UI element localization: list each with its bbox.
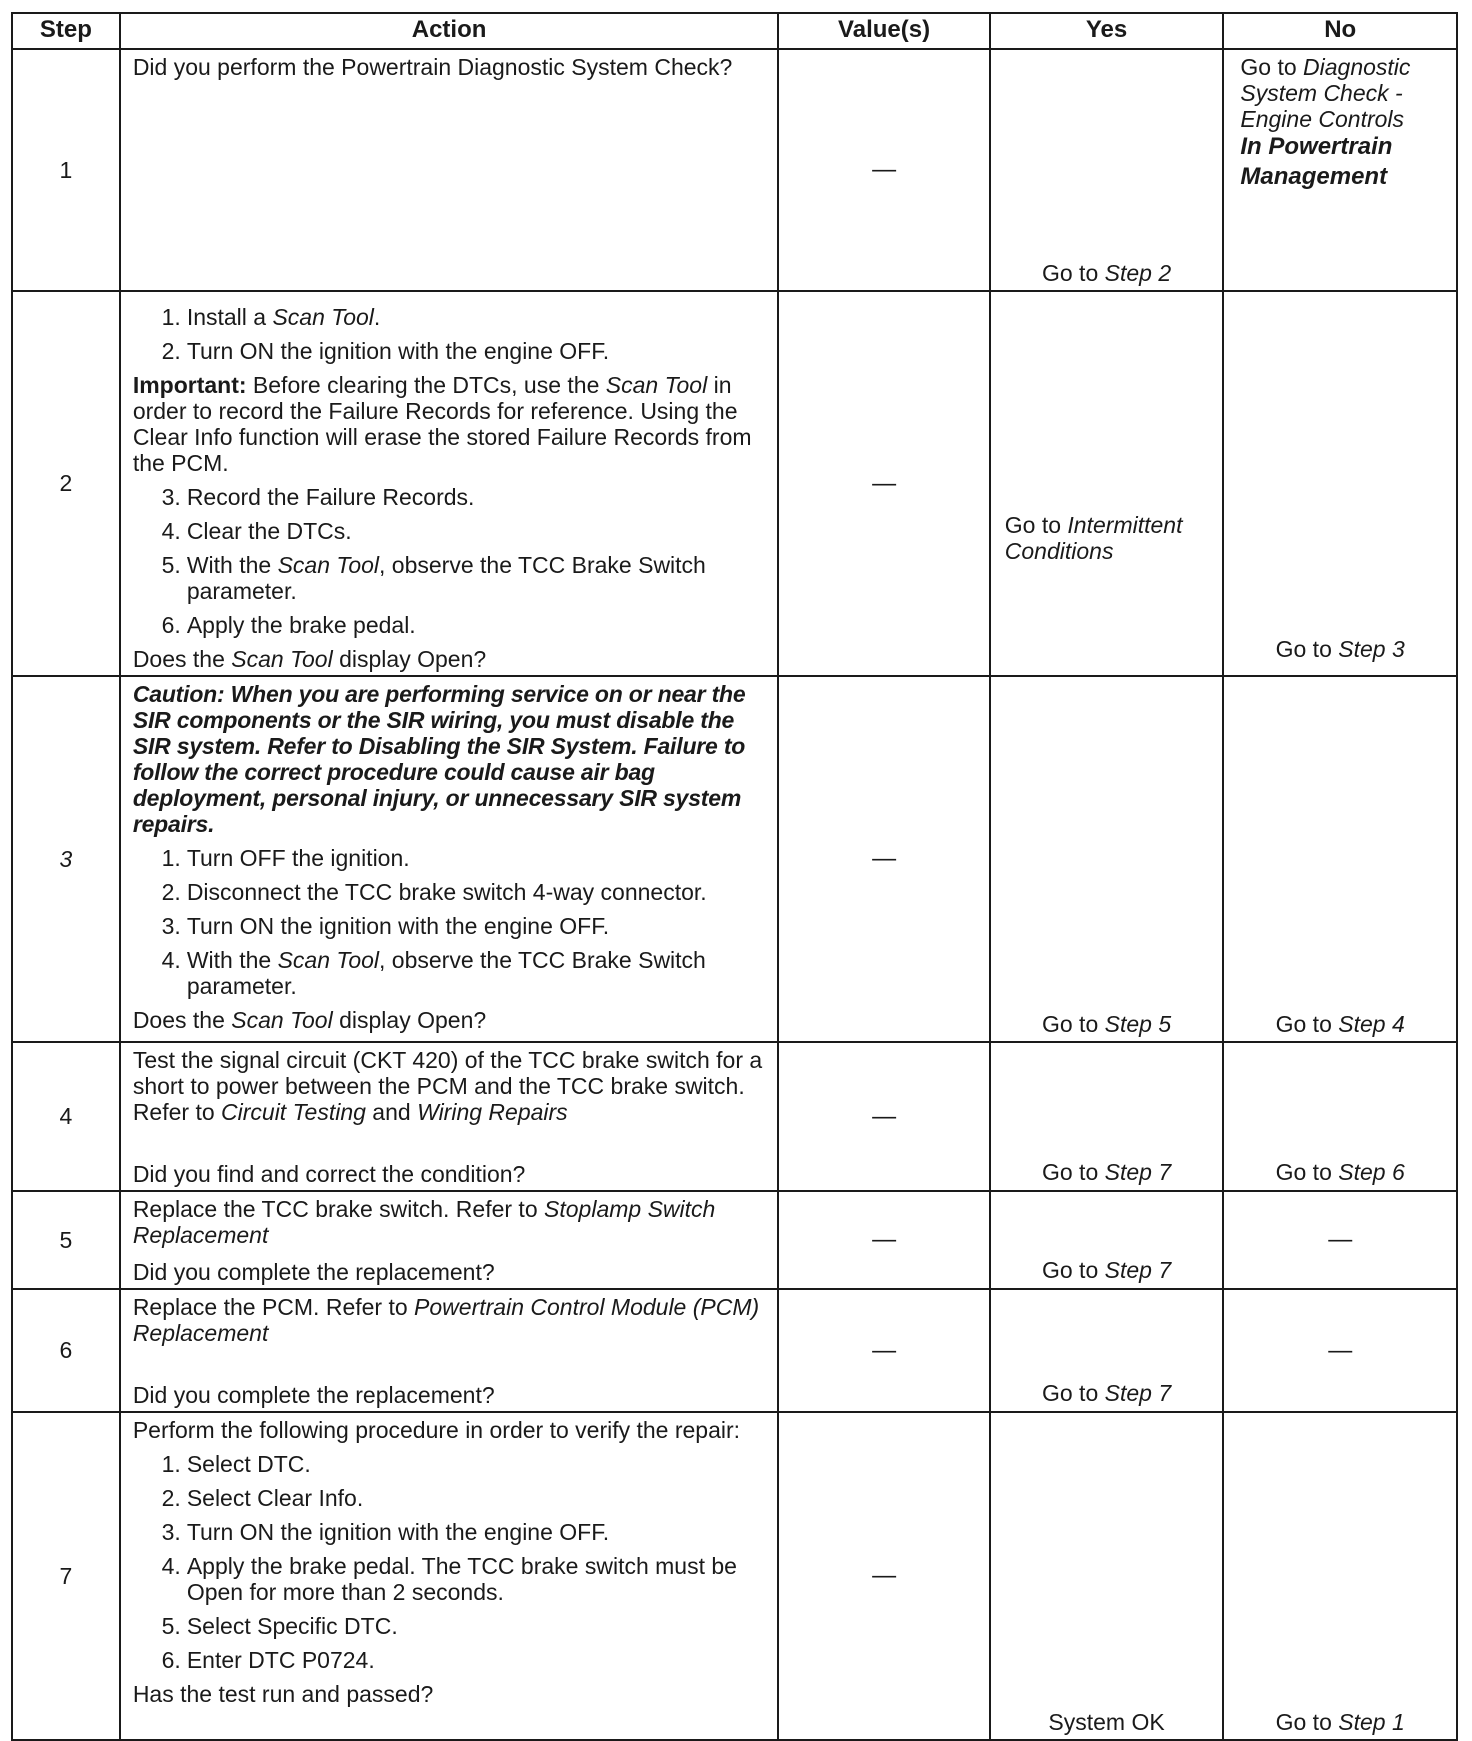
- header-row: [12, 13, 1457, 49]
- header-action: Action: [120, 13, 779, 49]
- action-cell: [120, 1191, 779, 1289]
- scan-tool-link[interactable]: Scan Tool: [231, 646, 333, 672]
- goto-prefix: Go to: [1240, 54, 1304, 80]
- yes-cell: [990, 1289, 1224, 1412]
- yes-cell: [990, 1412, 1224, 1740]
- value-cell: —: [778, 1191, 989, 1289]
- table-row: [12, 291, 1457, 676]
- step-number: 3: [12, 676, 120, 1042]
- list-item: 2. Disconnect the TCC brake switch 4-way connector.: [161, 879, 707, 905]
- list-item: 4. Clear the DTCs.: [161, 518, 352, 544]
- goto-prefix: Go to: [1275, 1159, 1339, 1185]
- step-link[interactable]: Step 6: [1338, 1159, 1405, 1185]
- action-question: Did you complete the replacement?: [132, 1259, 495, 1285]
- list-item: 5. Select Specific DTC.: [161, 1613, 398, 1639]
- goto-prefix: Go to: [1041, 260, 1105, 286]
- value-cell: —: [778, 1289, 989, 1412]
- scan-tool-link[interactable]: Scan Tool: [605, 372, 708, 398]
- important-note: Important: Before clearing the DTCs, use the Scan Tool in order to record the Failure Records for reference. Using the Clear Info function will erase the stored Failure Records from the PCM.: [132, 372, 752, 476]
- table-row: [12, 676, 1457, 1042]
- step-link[interactable]: Step 7: [1104, 1380, 1172, 1406]
- yes-goto[interactable]: [991, 1011, 1223, 1037]
- action-question: Does the Scan Tool display Open?: [132, 1007, 487, 1033]
- circuit-testing-link[interactable]: Circuit Testing: [221, 1099, 366, 1125]
- no-cell: —: [1223, 1191, 1457, 1289]
- diagnostic-table-document: [11, 12, 1458, 1741]
- action-text: Test the signal circuit (CKT 420) of the TCC brake switch for a short to power between the PCM and the TCC brake switch. Refer to Circuit Testing and Wiring Repairs: [132, 1047, 763, 1125]
- step-list: [133, 845, 768, 999]
- yes-cell: [990, 676, 1224, 1042]
- yes-cell: [990, 291, 1224, 676]
- action-cell: [120, 1412, 779, 1740]
- list-item: 2. Turn ON the ignition with the engine OFF.: [161, 338, 610, 364]
- goto-prefix: Go to: [1041, 1011, 1105, 1037]
- scan-tool-link[interactable]: Scan Tool: [272, 304, 374, 330]
- intermittent-conditions-link[interactable]: Intermittent Conditions: [1004, 512, 1183, 564]
- step-link[interactable]: Step 1: [1338, 1709, 1405, 1735]
- step-link[interactable]: Step 3: [1338, 636, 1405, 662]
- list-item: 3. Record the Failure Records.: [161, 484, 475, 510]
- action-text: Replace the PCM. Refer to Powertrain Control Module (PCM) Replacement: [132, 1294, 760, 1346]
- no-cell: [1223, 291, 1457, 676]
- list-item: 1. Turn OFF the ignition.: [161, 845, 410, 871]
- no-cell: [1223, 1412, 1457, 1740]
- system-ok-text: System OK: [1048, 1709, 1165, 1735]
- yes-cell: [990, 49, 1224, 291]
- action-question: Did you find and correct the condition?: [132, 1161, 526, 1187]
- diagnostic-table: [11, 12, 1458, 1741]
- list-item: 6. Apply the brake pedal.: [161, 612, 416, 638]
- list-item: 5. With the Scan Tool, observe the TCC Brake Switch parameter.: [161, 552, 706, 604]
- table-row: [12, 1412, 1457, 1740]
- diagnostic-system-check-link[interactable]: Diagnostic System Check - Engine Controls: [1240, 54, 1411, 132]
- header-step: Step: [12, 13, 120, 49]
- goto-prefix: Go to: [1004, 512, 1068, 538]
- header-no: No: [1223, 13, 1457, 49]
- step-number: 6: [12, 1289, 120, 1412]
- step-list: [133, 484, 768, 638]
- action-cell: [120, 291, 779, 676]
- step-link[interactable]: Step 7: [1104, 1257, 1172, 1283]
- no-cell: [1223, 676, 1457, 1042]
- step-list: [133, 304, 768, 364]
- list-item: 4. With the Scan Tool, observe the TCC Brake Switch parameter.: [161, 947, 706, 999]
- action-question: Does the Scan Tool display Open?: [132, 646, 487, 672]
- value-cell: —: [778, 676, 989, 1042]
- step-link[interactable]: Step 7: [1104, 1159, 1172, 1185]
- action-cell: [120, 1289, 779, 1412]
- no-cell: [1223, 1042, 1457, 1191]
- action-cell: [120, 676, 779, 1042]
- action-text: Replace the TCC brake switch. Refer to Stoplamp Switch Replacement: [132, 1196, 716, 1248]
- step-link[interactable]: Step 2: [1104, 260, 1172, 286]
- yes-goto[interactable]: [991, 260, 1223, 286]
- list-item: 1. Select DTC.: [161, 1451, 311, 1477]
- yes-goto[interactable]: [991, 1257, 1223, 1283]
- pcm-replacement-link[interactable]: Powertrain Control Module (PCM) Replacement: [132, 1294, 760, 1346]
- goto-prefix: Go to: [1275, 1709, 1339, 1735]
- no-goto[interactable]: [1224, 1011, 1456, 1037]
- list-item: 2. Select Clear Info.: [161, 1485, 364, 1511]
- action-intro: Perform the following procedure in order to verify the repair:: [132, 1417, 741, 1443]
- yes-goto[interactable]: [991, 1159, 1223, 1185]
- scan-tool-link[interactable]: Scan Tool: [231, 1007, 333, 1033]
- action-question: Has the test run and passed?: [132, 1681, 434, 1707]
- value-cell: —: [778, 1042, 989, 1191]
- goto-prefix: Go to: [1041, 1380, 1105, 1406]
- scan-tool-link[interactable]: Scan Tool: [277, 947, 380, 973]
- list-item: 6. Enter DTC P0724.: [161, 1647, 375, 1673]
- no-goto[interactable]: [1224, 1709, 1456, 1735]
- step-number: 7: [12, 1412, 120, 1740]
- value-cell: —: [778, 291, 989, 676]
- no-cell: [1223, 49, 1457, 291]
- scan-tool-link[interactable]: Scan Tool: [277, 552, 380, 578]
- yes-goto[interactable]: [991, 1380, 1223, 1406]
- action-cell: [120, 1042, 779, 1191]
- wiring-repairs-link[interactable]: Wiring Repairs: [417, 1099, 568, 1125]
- table-row: [12, 1191, 1457, 1289]
- caution-note: Caution: When you are performing service on or near the SIR components or the SIR wiring, you must disable the SIR system. Refer to Disabling the SIR System. Failure to follow the correct procedure could cause air bag deployment, personal injury, or unnecessary SIR system repairs.: [132, 681, 746, 837]
- powertrain-management-link[interactable]: In Powertrain Management: [1240, 133, 1393, 190]
- yes-cell: [990, 1042, 1224, 1191]
- step-number: 1: [12, 49, 120, 291]
- stoplamp-switch-replacement-link[interactable]: Stoplamp Switch Replacement: [132, 1196, 716, 1248]
- header-yes: Yes: [990, 13, 1224, 49]
- step-number: 2: [12, 291, 120, 676]
- table-row: [12, 49, 1457, 291]
- step-number: 5: [12, 1191, 120, 1289]
- header-values: Value(s): [778, 13, 989, 49]
- list-item: 3. Turn ON the ignition with the engine OFF.: [161, 1519, 610, 1545]
- action-question: Did you perform the Powertrain Diagnostic System Check?: [132, 54, 733, 80]
- no-cell: —: [1223, 1289, 1457, 1412]
- yes-cell: [990, 1191, 1224, 1289]
- goto-prefix: Go to: [1041, 1257, 1105, 1283]
- list-item: 1. Install a Scan Tool.: [161, 304, 381, 330]
- no-goto[interactable]: [1224, 636, 1456, 662]
- no-goto[interactable]: [1224, 50, 1456, 192]
- value-cell: —: [778, 1412, 989, 1740]
- goto-prefix: Go to: [1275, 636, 1339, 662]
- goto-prefix: Go to: [1041, 1159, 1105, 1185]
- step-list: [133, 1451, 768, 1673]
- step-number: 4: [12, 1042, 120, 1191]
- yes-goto[interactable]: [991, 512, 1223, 564]
- step-link[interactable]: Step 4: [1338, 1011, 1405, 1037]
- goto-prefix: Go to: [1275, 1011, 1339, 1037]
- list-item: 4. Apply the brake pedal. The TCC brake switch must be Open for more than 2 seconds.: [161, 1553, 737, 1605]
- action-cell: [120, 49, 779, 291]
- no-goto[interactable]: [1224, 1159, 1456, 1185]
- table-row: [12, 1042, 1457, 1191]
- table-row: [12, 1289, 1457, 1412]
- list-item: 3. Turn ON the ignition with the engine OFF.: [161, 913, 610, 939]
- action-question: Did you complete the replacement?: [132, 1382, 495, 1408]
- step-link[interactable]: Step 5: [1104, 1011, 1172, 1037]
- value-cell: —: [778, 49, 989, 291]
